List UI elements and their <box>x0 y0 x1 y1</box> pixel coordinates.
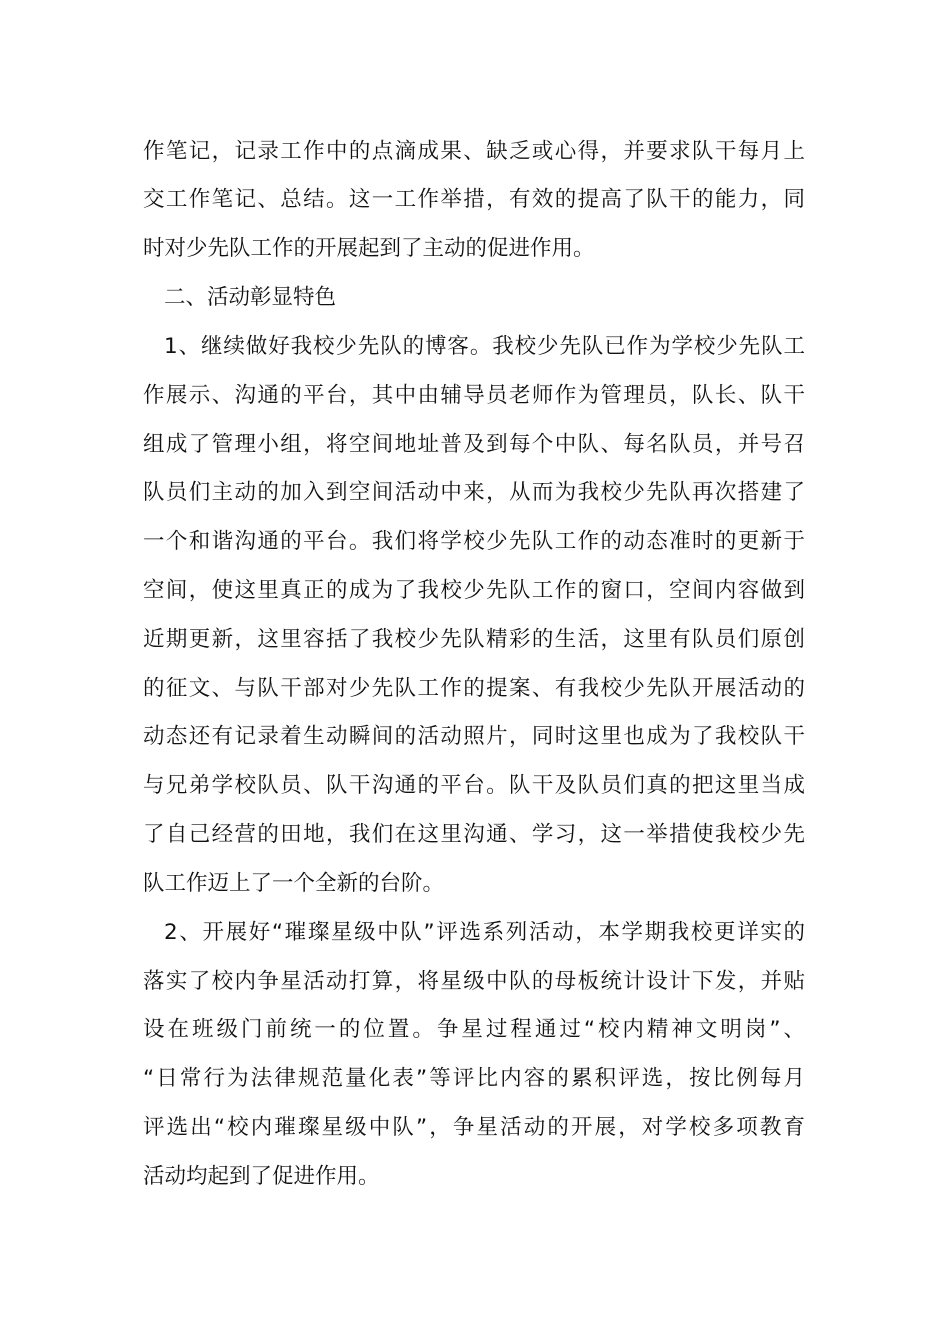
paragraph-line: 作展示、沟通的平台，其中由辅导员老师作为管理员，队长、队干 <box>143 383 805 408</box>
paragraph-line: 动态还有记录着生动瞬间的活动照片，同时这里也成为了我校队干 <box>143 724 805 749</box>
paragraph-line: 交工作笔记、总结。这一工作举措，有效的提高了队干的能力，同 <box>143 187 805 212</box>
paragraph-line: 时对少先队工作的开展起到了主动的促进作用。 <box>143 236 595 261</box>
paragraph-line: 组成了管理小组，将空间地址普及到每个中队、每名队员，并号召 <box>143 432 805 457</box>
paragraph-line: 评选出“校内璀璨星级中队”，争星活动的开展，对学校多项教育 <box>143 1115 805 1140</box>
paragraph-line: 队工作迈上了一个全新的台阶。 <box>143 871 445 896</box>
section-heading: 二、活动彰显特色 <box>164 285 337 310</box>
paragraph-line: 活动均起到了促进作用。 <box>143 1164 380 1189</box>
paragraph-line: 作笔记，记录工作中的点滴成果、缺乏或心得，并要求队干每月上 <box>143 139 805 164</box>
paragraph-line: 近期更新，这里容括了我校少先队精彩的生活，这里有队员们原创 <box>143 627 805 652</box>
paragraph-line: 空间，使这里真正的成为了我校少先队工作的窗口，空间内容做到 <box>143 578 805 603</box>
paragraph-line: 的征文、与队干部对少先队工作的提案、有我校少先队开展活动的 <box>143 676 805 701</box>
paragraph-line: 设在班级门前统一的位置。争星过程通过“校内精神文明岗”、 <box>143 1017 805 1042</box>
paragraph-line: 了自己经营的田地，我们在这里沟通、学习，这一举措使我校少先 <box>143 822 805 847</box>
paragraph-line: 一个和谐沟通的平台。我们将学校少先队工作的动态准时的更新于 <box>143 529 805 554</box>
paragraph-line: 2、开展好“璀璨星级中队”评选系列活动，本学期我校更详实的 <box>164 920 805 945</box>
paragraph-line: 与兄弟学校队员、队干沟通的平台。队干及队员们真的把这里当成 <box>143 773 805 798</box>
paragraph-line: 1、继续做好我校少先队的博客。我校少先队已作为学校少先队工 <box>164 334 805 359</box>
paragraph-line: “日常行为法律规范量化表”等评比内容的累积评选，按比例每月 <box>143 1066 805 1091</box>
paragraph-line: 队员们主动的加入到空间活动中来，从而为我校少先队再次搭建了 <box>143 480 805 505</box>
paragraph-line: 落实了校内争星活动打算，将星级中队的母板统计设计下发，并贴 <box>143 969 805 994</box>
